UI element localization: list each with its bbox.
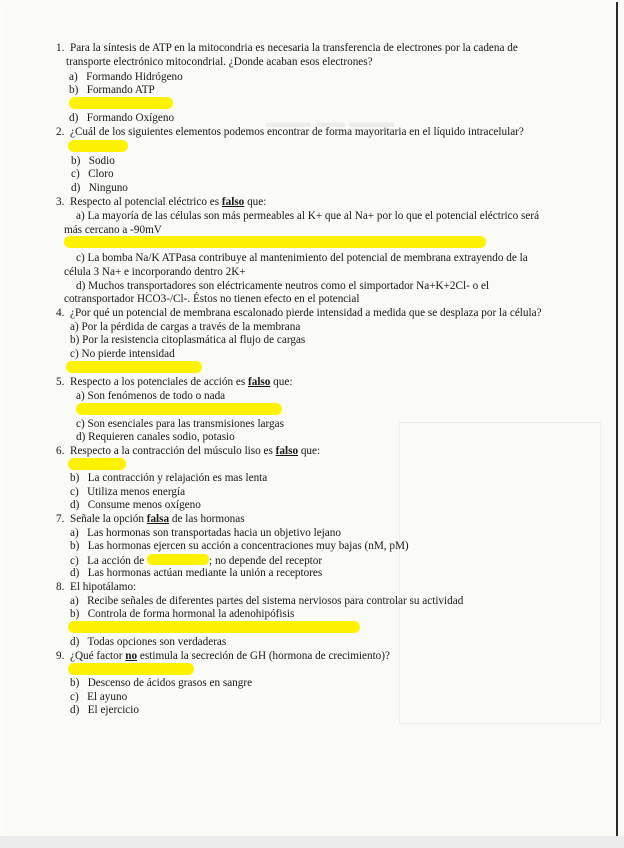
page-bottom-edge [0,836,624,848]
option-3d-line2[interactable]: cotransportador HCO3-/Cl-. Éstos no tienen efecto en el potencial [64,293,360,305]
highlight-redaction-6a [68,458,126,470]
question-2-text: 2. ¿Cuál de los siguientes elementos podemos encontrar de forma mayoritaria en el líquido intracelular? [56,126,524,138]
option-8b[interactable]: b) Controla de forma hormonal la adenohipófisis [70,608,295,620]
question-7-text: 7. Señale la opción falsa de las hormonas [56,513,245,525]
option-5a[interactable]: a) Son fenómenos de todo o nada [76,390,226,402]
highlight-redaction-9a [68,663,194,675]
highlight-redaction-1c [69,97,173,109]
question-5-text: 5. Respecto a los potenciales de acción es falso que: [56,376,293,388]
highlight-redaction-2a [68,140,128,152]
exam-page [4,2,618,844]
option-3d-line1[interactable]: d) Muchos transportadores son eléctricamente neutros como el simportador Na+K+2Cl- o el [76,280,490,292]
option-4b[interactable]: b) Por la resistencia citoplasmática al flujo de cargas [70,334,306,346]
highlight-redaction-7c [147,554,209,565]
option-2b[interactable]: b) Sodio [71,155,115,167]
question-8-text: 8. El hipotálamo: [56,581,137,593]
highlight-redaction-3b [64,236,486,248]
option-6c[interactable]: c) Utiliza menos energía [70,486,186,498]
option-8d[interactable]: d) Todas opciones son verdaderas [70,636,227,648]
option-7b[interactable]: b) Las hormonas ejercen su acción a concentraciones muy bajas (nM, pM) [70,540,409,552]
option-8a[interactable]: a) Recibe señales de diferentes partes del sistema nerviosos para controlar su actividad [70,595,464,607]
question-1-text: 1. Para la síntesis de ATP en la mitocondria es necesaria la transferencia de electrones por la cadena de [56,42,518,54]
show-through-table [399,422,601,724]
option-5d[interactable]: d) Requieren canales sodio, potasio [76,431,235,443]
question-6-text: 6. Respecto a la contracción del músculo liso es falso que: [56,445,321,457]
question-3-text: 3. Respecto al potencial eléctrico es falso que: [56,196,267,208]
option-3c-line1[interactable]: c) La bomba Na/K ATPasa contribuye al mantenimiento del potencial de membrana extrayendo de la [76,252,528,264]
option-3c-line2[interactable]: célula 3 Na+ e incorporando dentro 2K+ [64,266,246,278]
option-9c[interactable]: c) El ayuno [70,691,128,703]
highlight-redaction-5b [76,403,282,415]
option-2c[interactable]: c) Cloro [71,168,114,180]
option-4c[interactable]: c) No pierde intensidad [70,348,175,360]
highlight-redaction-8c [68,621,360,633]
option-7d[interactable]: d) Las hormonas actúan mediante la unión a receptores [70,567,323,579]
option-2d[interactable]: d) Ninguno [71,182,128,194]
option-6d[interactable]: d) Consume menos oxígeno [70,499,201,511]
question-9-text: 9. ¿Qué factor no estimula la secreción de GH (hormona de crecimiento)? [56,650,390,662]
option-9d[interactable]: d) El ejercicio [70,704,139,716]
highlight-redaction-4d [66,361,202,373]
option-3a-line2[interactable]: más cercano a -90mV [64,224,162,236]
show-through-title: ▬▬▬ ▬▬ ▬▬▬ [266,114,395,131]
option-1d[interactable]: d) Formando Oxígeno [69,112,175,124]
question-1-text-cont: transporte electrónico mitocondrial. ¿Donde acaban esos electrones? [66,56,373,68]
option-1a[interactable]: a) Formando Hidrógeno [69,71,183,83]
option-9b[interactable]: b) Descenso de ácidos grasos en sangre [70,677,253,689]
option-5c[interactable]: c) Son esenciales para las transmisiones largas [76,418,284,430]
question-4-text: 4. ¿Por qué un potencial de membrana escalonado pierde intensidad a medida que se desplaza por la célula? [56,307,542,319]
option-7c[interactable]: c) La acción de ; no depende del receptor [70,555,323,567]
option-6b[interactable]: b) La contracción y relajación es mas lenta [70,472,268,484]
option-1b[interactable]: b) Formando ATP [69,84,155,96]
option-3a-line1[interactable]: a) La mayoría de las células son más permeables al K+ que al Na+ por lo que el potencial eléctrico será [76,210,540,222]
option-7a[interactable]: a) Las hormonas son transportadas hacia un objetivo lejano [70,527,341,539]
option-4a[interactable]: a) Por la pérdida de cargas a través de la membrana [70,321,301,333]
